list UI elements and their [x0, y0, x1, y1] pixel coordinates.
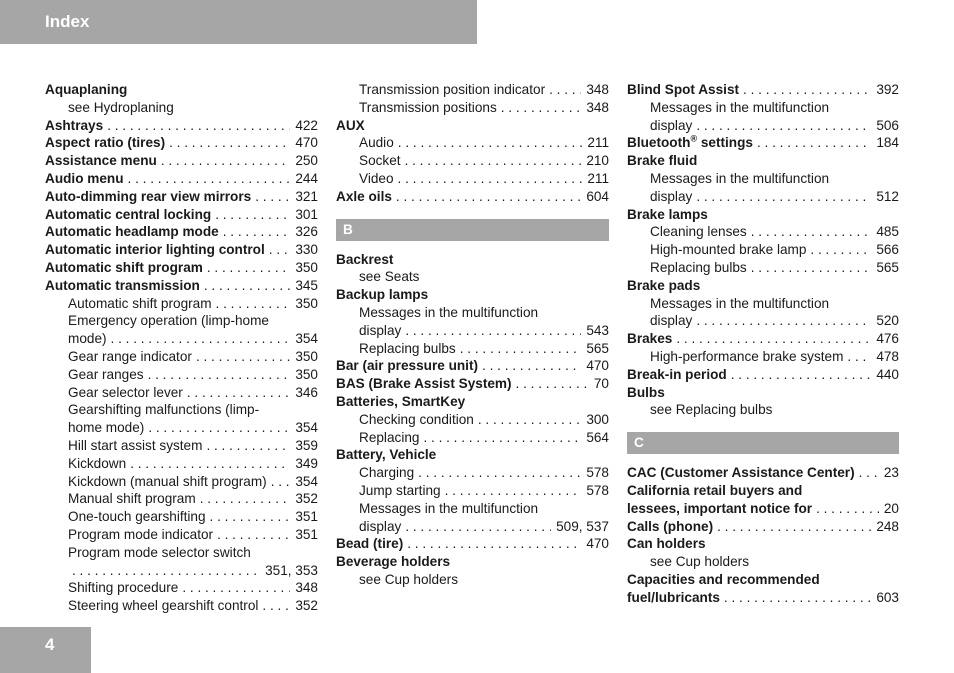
index-subentry [627, 295, 899, 313]
leader-dots [676, 330, 871, 348]
index-entry [336, 286, 609, 304]
page-reference: 346 [295, 384, 318, 400]
leader-dots [204, 277, 290, 295]
entry-term: Bar (air pressure unit) [336, 358, 479, 374]
leader-dots [478, 411, 581, 429]
entry-term: High-mounted brake lamp [650, 242, 807, 258]
page-reference: 250 [295, 153, 318, 169]
entry-term: Audio menu [45, 170, 124, 186]
page-reference: 326 [295, 224, 318, 240]
entry-term: see Replacing bulbs [650, 402, 773, 418]
entry-term: Backrest [336, 251, 394, 267]
index-entry [336, 251, 609, 269]
index-entry [627, 277, 899, 295]
index-subentry [45, 562, 318, 580]
entry-term: Brake pads [627, 277, 701, 293]
index-entry [627, 571, 899, 589]
page-reference: 604 [586, 188, 609, 204]
page-reference: 248 [876, 518, 899, 534]
index-subentry [336, 81, 609, 99]
leader-dots [396, 188, 581, 206]
leader-dots [696, 188, 871, 206]
leader-dots [516, 375, 589, 393]
entry-term: Audio [359, 135, 394, 151]
index-entry [45, 277, 318, 295]
index-subentry [45, 579, 318, 597]
entry-term: Messages in the multifunction [650, 99, 830, 115]
entry-term: Charging [359, 465, 415, 481]
index-subentry [45, 526, 318, 544]
page-reference: 321 [295, 188, 318, 204]
page-reference: 543 [586, 322, 609, 338]
page-reference: 603 [876, 589, 899, 605]
leader-dots [418, 464, 581, 482]
leader-dots [262, 597, 290, 615]
index-subentry [627, 223, 899, 241]
index-subentry [336, 518, 609, 536]
page-reference: 350 [295, 366, 318, 382]
entry-term: Replacing bulbs [650, 259, 747, 275]
page-reference: 20 [883, 500, 899, 516]
leader-dots [405, 518, 551, 536]
index-entry [336, 117, 609, 135]
index-subentry [627, 188, 899, 206]
entry-term: CAC (Customer Assistance Center) [627, 465, 855, 481]
leader-dots [148, 419, 290, 437]
index-entry [336, 553, 609, 571]
entry-term: Gear ranges [68, 366, 144, 382]
entry-term: Program mode selector switch [68, 544, 251, 560]
leader-dots [696, 117, 871, 135]
page-reference: 512 [876, 188, 899, 204]
index-subentry [336, 500, 609, 518]
page-reference: 349 [295, 455, 318, 471]
leader-dots [751, 259, 872, 277]
entry-term: BAS (Brake Assist System) [336, 376, 512, 392]
page-reference: 348 [295, 580, 318, 596]
index-entry [627, 152, 899, 170]
index-subentry [627, 312, 899, 330]
entry-term: Auto-dimming rear view mirrors [45, 188, 252, 204]
page-reference: 470 [295, 135, 318, 151]
entry-term: see Seats [359, 269, 420, 285]
entry-term: Automatic central locking [45, 206, 212, 222]
index-entry [627, 535, 899, 553]
page-reference: 354 [295, 420, 318, 436]
leader-dots [269, 241, 291, 259]
entry-term: Hill start assist system [68, 437, 203, 453]
entry-term: Assistance menu [45, 153, 157, 169]
leader-dots [72, 562, 260, 580]
index-subentry [336, 170, 609, 188]
index-subentry [45, 384, 318, 402]
entry-term: Automatic shift program [45, 259, 203, 275]
entry-term: California retail buyers and [627, 482, 803, 498]
index-subentry [627, 170, 899, 188]
entry-term: lessees, important notice for [627, 500, 813, 516]
index-subentry [45, 366, 318, 384]
entry-term: Video [359, 170, 394, 186]
leader-dots [859, 464, 879, 482]
leader-dots [398, 170, 583, 188]
index-entry [336, 535, 609, 553]
index-subentry [45, 401, 318, 419]
page-reference: 578 [586, 465, 609, 481]
leader-dots [423, 429, 581, 447]
index-column-2 [336, 81, 609, 589]
page-reference: 348 [586, 82, 609, 97]
leader-dots [207, 259, 290, 277]
section-letter-bar: C [627, 432, 899, 454]
leader-dots [407, 535, 581, 553]
entry-term: Messages in the multifunction [650, 295, 830, 311]
leader-dots [398, 134, 583, 152]
leader-dots [111, 330, 291, 348]
index-entry [45, 117, 318, 135]
entry-term: mode) [68, 331, 107, 347]
page-reference: 564 [586, 429, 609, 445]
entry-term: One-touch gearshifting [68, 509, 206, 525]
leader-dots [217, 526, 290, 544]
entry-term: Program mode indicator [68, 526, 214, 542]
page-reference: 345 [295, 277, 318, 293]
index-subentry [336, 322, 609, 340]
entry-term [627, 134, 753, 152]
page-reference: 509, 537 [556, 518, 609, 534]
entry-term: Messages in the multifunction [650, 170, 830, 186]
leader-dots [215, 206, 290, 224]
index-column-1 [45, 81, 318, 615]
entry-term: Kickdown (manual shift program) [68, 473, 267, 489]
leader-dots [200, 490, 291, 508]
index-subentry [45, 508, 318, 526]
entry-term: see Cup holders [650, 554, 749, 570]
page-reference: 350 [295, 295, 318, 311]
index-subentry [336, 340, 609, 358]
entry-term: Backup lamps [336, 287, 429, 303]
index-subentry [336, 99, 609, 117]
leader-dots [128, 170, 291, 188]
page-reference: 359 [295, 437, 318, 453]
entry-term: Messages in the multifunction [359, 304, 539, 320]
index-subentry [45, 99, 318, 117]
entry-term: display [359, 518, 402, 534]
index-entry [45, 223, 318, 241]
leader-dots [148, 366, 291, 384]
entry-term: Jump starting [359, 482, 441, 498]
entry-term: Replacing [359, 429, 420, 445]
entry-term: Battery, Vehicle [336, 447, 437, 463]
page-reference: 352 [295, 491, 318, 507]
index-entry [627, 81, 899, 99]
page-reference: 211 [587, 135, 609, 151]
leader-dots [501, 99, 582, 117]
index-subentry [336, 571, 609, 589]
index-entry [627, 206, 899, 224]
leader-dots [696, 312, 871, 330]
page-reference: 23 [883, 465, 899, 481]
index-entry [45, 206, 318, 224]
leader-dots [107, 117, 290, 135]
leader-dots [206, 437, 290, 455]
index-subentry [336, 411, 609, 429]
page-reference: 301 [295, 206, 318, 222]
entry-term: Axle oils [336, 188, 392, 204]
index-entry [45, 81, 318, 99]
page-reference: 478 [876, 348, 899, 364]
leader-dots [196, 348, 290, 366]
index-subentry [336, 268, 609, 286]
page-reference: 485 [876, 224, 899, 240]
leader-dots [405, 322, 581, 340]
entry-term: Blind Spot Assist [627, 82, 740, 97]
entry-term: Messages in the multifunction [359, 500, 539, 516]
entry-term: Batteries, SmartKey [336, 393, 466, 409]
index-subentry [45, 597, 318, 615]
entry-term: Bead (tire) [336, 536, 404, 552]
leader-dots [460, 340, 582, 358]
index-subentry [627, 99, 899, 117]
leader-dots [816, 500, 879, 518]
entry-term: see Cup holders [359, 571, 458, 587]
page-reference: 565 [876, 259, 899, 275]
index-subentry [45, 330, 318, 348]
entry-term: Can holders [627, 536, 706, 552]
page-reference: 476 [876, 331, 899, 347]
index-subentry [627, 348, 899, 366]
index-subentry [45, 295, 318, 313]
entry-term: fuel/lubricants [627, 589, 720, 605]
leader-dots [743, 81, 871, 99]
page-reference: 422 [295, 117, 318, 133]
index-subentry [45, 437, 318, 455]
entry-term: Manual shift program [68, 491, 196, 507]
page-reference: 244 [295, 170, 318, 186]
entry-term: Ashtrays [45, 117, 104, 133]
entry-term: Aquaplaning [45, 82, 128, 97]
index-entry [336, 188, 609, 206]
index-entry [627, 134, 899, 152]
entry-term: display [359, 322, 402, 338]
page-reference: 351 [295, 526, 318, 542]
entry-term: Calls (phone) [627, 518, 714, 534]
entry-term: home mode) [68, 420, 145, 436]
page-reference: 211 [587, 170, 609, 186]
index-subentry [627, 259, 899, 277]
entry-term-text: Bluetooth [627, 135, 691, 151]
index-entry [336, 357, 609, 375]
leader-dots [210, 508, 291, 526]
index-entry [627, 482, 899, 500]
entry-term: AUX [336, 117, 365, 133]
index-entry [627, 589, 899, 607]
page-reference: 348 [586, 99, 609, 115]
leader-dots [405, 152, 582, 170]
page-reference: 330 [295, 242, 318, 258]
entry-term: Automatic interior lighting control [45, 242, 265, 258]
entry-term: Steering wheel gearshift control [68, 598, 259, 614]
page-reference: 578 [586, 482, 609, 498]
index-entry [627, 464, 899, 482]
entry-term: Shifting procedure [68, 580, 179, 596]
leader-dots [161, 152, 290, 170]
registered-mark: ® [690, 134, 698, 144]
index-subentry [45, 312, 318, 330]
leader-dots [216, 295, 291, 313]
index-entry [45, 188, 318, 206]
index-subentry [627, 553, 899, 571]
entry-term: Cleaning lenses [650, 224, 747, 240]
page-reference: 392 [876, 82, 899, 97]
entry-term: Kickdown [68, 455, 127, 471]
index-subentry [45, 473, 318, 491]
leader-dots [182, 579, 290, 597]
page-reference: 70 [593, 376, 609, 392]
entry-term: Emergency operation (limp-home [68, 313, 269, 329]
page-number: 4 [45, 635, 55, 654]
index-entry [45, 259, 318, 277]
leader-dots [169, 134, 290, 152]
entry-term: Automatic headlamp mode [45, 224, 219, 240]
entry-term: Gear selector lever [68, 384, 183, 400]
page-reference: 352 [295, 598, 318, 614]
index-subentry [336, 429, 609, 447]
page-reference: 350 [295, 348, 318, 364]
page-reference: 470 [586, 536, 609, 552]
index-subentry [45, 544, 318, 562]
page-reference: 566 [876, 242, 899, 258]
entry-term: Automatic transmission [45, 277, 200, 293]
entry-term: display [650, 117, 693, 133]
entry-term: Bulbs [627, 384, 665, 400]
page-reference: 470 [586, 358, 609, 374]
entry-term: Gearshifting malfunctions (limp- [68, 402, 260, 418]
index-column-3 [627, 81, 899, 607]
page-reference: 184 [876, 135, 899, 151]
index-entry [45, 134, 318, 152]
index-subentry [336, 304, 609, 322]
index-entry [336, 375, 609, 393]
entry-term: Automatic shift program [68, 295, 212, 311]
entry-term: Beverage holders [336, 554, 451, 570]
entry-term: Transmission position indicator [359, 82, 546, 97]
leader-dots [445, 482, 582, 500]
index-subentry [336, 482, 609, 500]
index-entry [627, 384, 899, 402]
entry-term: Checking condition [359, 411, 474, 427]
leader-dots [810, 241, 871, 259]
page-reference: 354 [295, 331, 318, 347]
index-subentry [336, 152, 609, 170]
section-letter-bar: B [336, 219, 609, 241]
index-subentry [45, 455, 318, 473]
page-reference: 300 [586, 411, 609, 427]
index-entry [627, 500, 899, 518]
index-subentry [336, 134, 609, 152]
page-reference: 350 [295, 259, 318, 275]
index-subentry [627, 241, 899, 259]
entry-term: Transmission positions [359, 99, 497, 115]
page-reference: 354 [295, 473, 318, 489]
leader-dots [717, 518, 871, 536]
entry-term: Replacing bulbs [359, 340, 456, 356]
page-reference: 520 [876, 313, 899, 329]
index-subentry [45, 490, 318, 508]
leader-dots [271, 473, 291, 491]
page-reference: 565 [586, 340, 609, 356]
entry-term: Capacities and recommended [627, 571, 820, 587]
entry-term: Aspect ratio (tires) [45, 135, 166, 151]
page-reference: 506 [876, 117, 899, 133]
leader-dots [751, 223, 872, 241]
index-entry [336, 393, 609, 411]
entry-term: Socket [359, 153, 401, 169]
leader-dots [223, 223, 291, 241]
index-subentry [627, 117, 899, 135]
leader-dots [847, 348, 871, 366]
leader-dots [731, 366, 872, 384]
leader-dots [255, 188, 290, 206]
entry-term: display [650, 188, 693, 204]
index-entry [336, 446, 609, 464]
page-reference: 351 [295, 509, 318, 525]
leader-dots [757, 134, 871, 152]
leader-dots [130, 455, 290, 473]
leader-dots [724, 589, 871, 607]
index-entry [45, 241, 318, 259]
entry-term: Brake lamps [627, 206, 708, 222]
index-subentry [336, 464, 609, 482]
index-entry [627, 518, 899, 536]
index-entry [627, 366, 899, 384]
index-entry [45, 152, 318, 170]
page-reference: 351, 353 [265, 562, 318, 578]
leader-dots [187, 384, 290, 402]
index-entry [45, 170, 318, 188]
leader-dots [549, 81, 581, 99]
index-entry [627, 330, 899, 348]
entry-term: see Hydroplaning [68, 99, 174, 115]
leader-dots [482, 357, 581, 375]
index-subentry [45, 348, 318, 366]
entry-term-text: settings [697, 135, 753, 151]
index-subentry [45, 419, 318, 437]
entry-term: Gear range indicator [68, 348, 192, 364]
entry-term: display [650, 313, 693, 329]
entry-term: Break-in period [627, 366, 727, 382]
page-title: Index [45, 12, 90, 31]
entry-term: Brakes [627, 331, 673, 347]
page-reference: 210 [586, 153, 609, 169]
page-reference: 440 [876, 366, 899, 382]
entry-term: Brake fluid [627, 153, 698, 169]
entry-term: High-performance brake system [650, 348, 844, 364]
index-subentry [627, 401, 899, 419]
